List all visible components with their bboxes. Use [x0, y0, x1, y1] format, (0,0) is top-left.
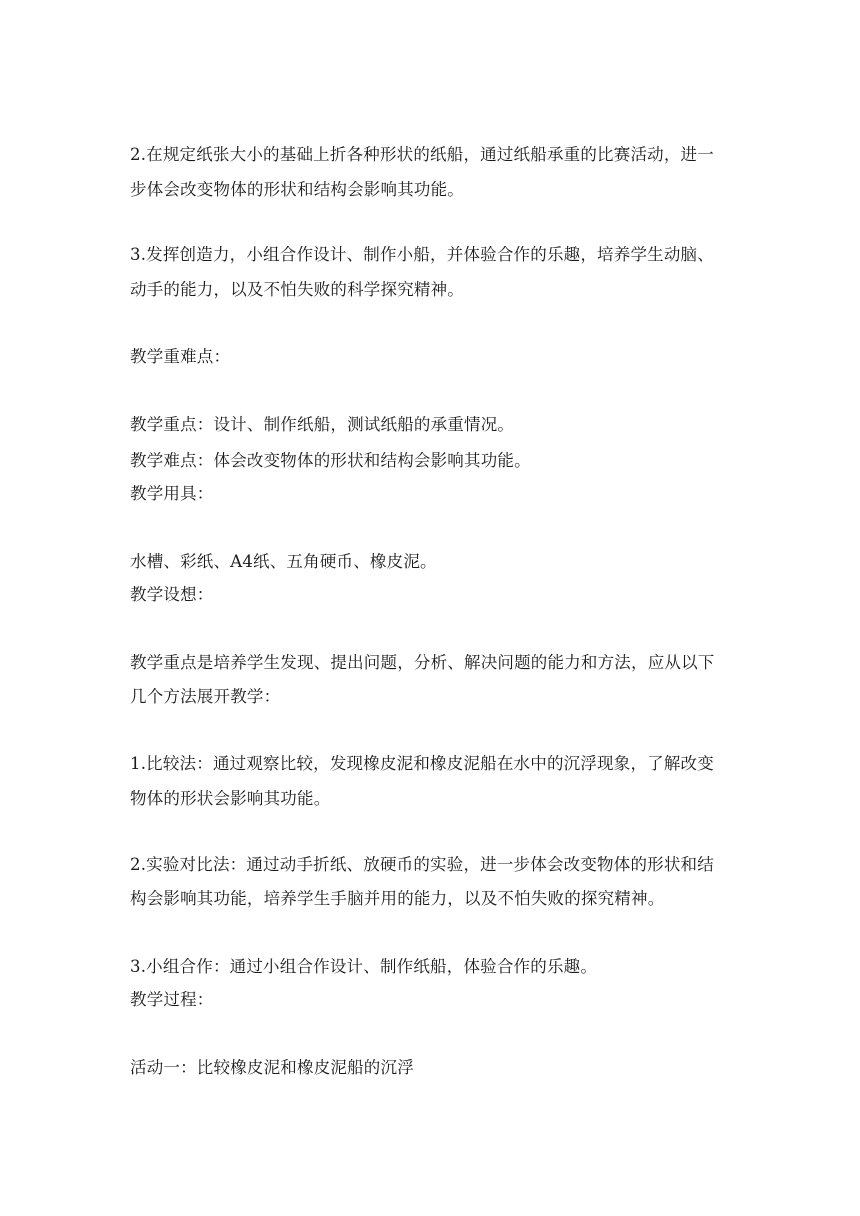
text-line: 构会影响其功能，培养学生手脑并用的能力，以及不怕失败的探究精神。 [130, 889, 665, 908]
section-heading: 教学用具： [130, 484, 214, 503]
text-line: 2.在规定纸张大小的基础上折各种形状的纸船，通过纸船承重的比赛活动，进一 [130, 145, 714, 164]
text-line: 动手的能力，以及不怕失败的科学探究精神。 [130, 280, 464, 299]
activity-heading: 活动一：比较橡皮泥和橡皮泥船的沉浮 [130, 1058, 414, 1077]
text-line: 步体会改变物体的形状和结构会影响其功能。 [130, 180, 464, 199]
text-line: 1.比较法：通过观察比较，发现橡皮泥和橡皮泥船在水中的沉浮现象，了解改变 [130, 754, 714, 773]
section-heading: 教学设想： [130, 585, 214, 604]
text-line: 3.小组合作：通过小组合作设计、制作纸船，体验合作的乐趣。 [130, 957, 598, 976]
text-line: 教学重点：设计、制作纸船，测试纸船的承重情况。 [130, 415, 515, 434]
section-heading: 教学重难点： [130, 347, 231, 366]
text-line: 教学重点是培养学生发现、提出问题，分析、解决问题的能力和方法，应从以下 [130, 653, 715, 672]
text-line: 水槽、彩纸、A4纸、五角硬币、橡皮泥。 [130, 552, 437, 571]
text-line: 2.实验对比法：通过动手折纸、放硬币的实验，进一步体会改变物体的形状和结 [130, 855, 714, 874]
text-line: 教学难点：体会改变物体的形状和结构会影响其功能。 [130, 451, 531, 470]
text-line: 几个方法展开教学： [130, 687, 281, 706]
section-heading: 教学过程： [130, 990, 214, 1009]
text-line: 物体的形状会影响其功能。 [130, 789, 331, 808]
text-line: 3.发挥创造力，小组合作设计、制作小船，并体验合作的乐趣，培养学生动脑、 [130, 245, 714, 264]
